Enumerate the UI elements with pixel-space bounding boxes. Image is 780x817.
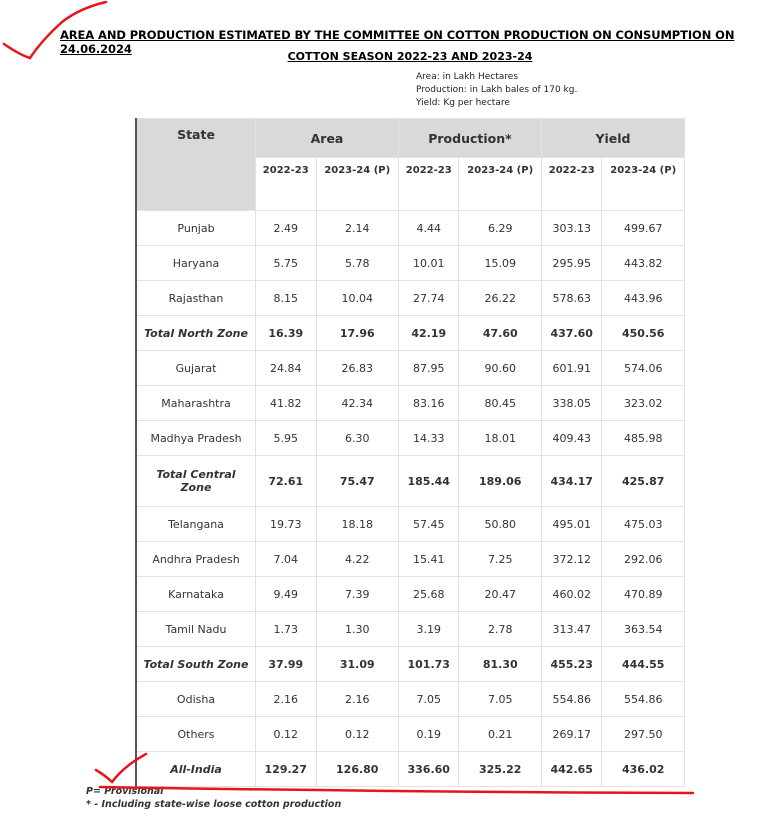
value-cell: 6.30 bbox=[316, 421, 398, 456]
value-cell: 27.74 bbox=[398, 281, 459, 316]
value-cell: 37.99 bbox=[256, 647, 317, 682]
value-cell: 601.91 bbox=[541, 351, 602, 386]
state-name-cell: Madhya Pradesh bbox=[136, 421, 256, 456]
units-yield: Yield: Kg per hectare bbox=[416, 98, 510, 108]
value-cell: 325.22 bbox=[459, 752, 541, 787]
value-cell: 16.39 bbox=[256, 316, 317, 351]
value-cell: 72.61 bbox=[256, 456, 317, 507]
value-cell: 18.18 bbox=[316, 507, 398, 542]
value-cell: 0.19 bbox=[398, 717, 459, 752]
state-name-cell: Others bbox=[136, 717, 256, 752]
value-cell: 15.41 bbox=[398, 542, 459, 577]
value-cell: 41.82 bbox=[256, 386, 317, 421]
value-cell: 5.78 bbox=[316, 246, 398, 281]
value-cell: 1.73 bbox=[256, 612, 317, 647]
value-cell: 295.95 bbox=[541, 246, 602, 281]
value-cell: 436.02 bbox=[602, 752, 685, 787]
value-cell: 495.01 bbox=[541, 507, 602, 542]
value-cell: 75.47 bbox=[316, 456, 398, 507]
value-cell: 2.16 bbox=[316, 682, 398, 717]
value-cell: 0.21 bbox=[459, 717, 541, 752]
state-name-cell: Total Central Zone bbox=[136, 456, 256, 507]
tick-mark-top bbox=[4, 2, 106, 58]
value-cell: 372.12 bbox=[541, 542, 602, 577]
value-cell: 25.68 bbox=[398, 577, 459, 612]
value-cell: 189.06 bbox=[459, 456, 541, 507]
tick-mark-bottom bbox=[96, 754, 146, 782]
value-cell: 7.25 bbox=[459, 542, 541, 577]
value-cell: 434.17 bbox=[541, 456, 602, 507]
value-cell: 313.47 bbox=[541, 612, 602, 647]
value-cell: 554.86 bbox=[602, 682, 685, 717]
value-cell: 90.60 bbox=[459, 351, 541, 386]
state-name-cell: Tamil Nadu bbox=[136, 612, 256, 647]
value-cell: 450.56 bbox=[602, 316, 685, 351]
value-cell: 10.01 bbox=[398, 246, 459, 281]
header-year-2023-24: 2023-24 (P) bbox=[602, 158, 685, 211]
value-cell: 129.27 bbox=[256, 752, 317, 787]
value-cell: 57.45 bbox=[398, 507, 459, 542]
value-cell: 26.22 bbox=[459, 281, 541, 316]
value-cell: 3.19 bbox=[398, 612, 459, 647]
value-cell: 409.43 bbox=[541, 421, 602, 456]
value-cell: 2.78 bbox=[459, 612, 541, 647]
state-name-cell: Gujarat bbox=[136, 351, 256, 386]
header-year-2023-24: 2023-24 (P) bbox=[459, 158, 541, 211]
header-state: State bbox=[136, 119, 256, 211]
value-cell: 574.06 bbox=[602, 351, 685, 386]
value-cell: 24.84 bbox=[256, 351, 317, 386]
state-name-cell: Karnataka bbox=[136, 577, 256, 612]
header-year-2023-24: 2023-24 (P) bbox=[316, 158, 398, 211]
value-cell: 444.55 bbox=[602, 647, 685, 682]
value-cell: 15.09 bbox=[459, 246, 541, 281]
value-cell: 14.33 bbox=[398, 421, 459, 456]
value-cell: 269.17 bbox=[541, 717, 602, 752]
header-year-2022-23: 2022-23 bbox=[398, 158, 459, 211]
value-cell: 10.04 bbox=[316, 281, 398, 316]
value-cell: 554.86 bbox=[541, 682, 602, 717]
state-name-cell: Maharashtra bbox=[136, 386, 256, 421]
value-cell: 17.96 bbox=[316, 316, 398, 351]
value-cell: 5.75 bbox=[256, 246, 317, 281]
value-cell: 47.60 bbox=[459, 316, 541, 351]
value-cell: 2.14 bbox=[316, 211, 398, 246]
value-cell: 336.60 bbox=[398, 752, 459, 787]
value-cell: 6.29 bbox=[459, 211, 541, 246]
header-area: Area bbox=[256, 119, 399, 158]
state-name-cell: All-India bbox=[136, 752, 256, 787]
report-title: AREA AND PRODUCTION ESTIMATED BY THE COMMITTEE ON COTTON PRODUCTION ON CONSUMPTION ON 24.06.2024 bbox=[60, 28, 735, 56]
value-cell: 470.89 bbox=[602, 577, 685, 612]
value-cell: 101.73 bbox=[398, 647, 459, 682]
value-cell: 50.80 bbox=[459, 507, 541, 542]
value-cell: 8.15 bbox=[256, 281, 317, 316]
value-cell: 292.06 bbox=[602, 542, 685, 577]
value-cell: 81.30 bbox=[459, 647, 541, 682]
value-cell: 26.83 bbox=[316, 351, 398, 386]
state-name-cell: Total South Zone bbox=[136, 647, 256, 682]
value-cell: 443.82 bbox=[602, 246, 685, 281]
value-cell: 7.04 bbox=[256, 542, 317, 577]
value-cell: 499.67 bbox=[602, 211, 685, 246]
value-cell: 363.54 bbox=[602, 612, 685, 647]
state-name-cell: Total North Zone bbox=[136, 316, 256, 351]
value-cell: 185.44 bbox=[398, 456, 459, 507]
value-cell: 9.49 bbox=[256, 577, 317, 612]
header-yield: Yield bbox=[541, 119, 684, 158]
state-name-cell: Rajasthan bbox=[136, 281, 256, 316]
value-cell: 7.05 bbox=[459, 682, 541, 717]
units-area: Area: in Lakh Hectares bbox=[416, 72, 519, 82]
report-subtitle: COTTON SEASON 2022-23 AND 2023-24 bbox=[287, 50, 533, 63]
value-cell: 87.95 bbox=[398, 351, 459, 386]
value-cell: 460.02 bbox=[541, 577, 602, 612]
value-cell: 2.16 bbox=[256, 682, 317, 717]
value-cell: 83.16 bbox=[398, 386, 459, 421]
value-cell: 5.95 bbox=[256, 421, 317, 456]
value-cell: 18.01 bbox=[459, 421, 541, 456]
state-name-cell: Telangana bbox=[136, 507, 256, 542]
value-cell: 297.50 bbox=[602, 717, 685, 752]
value-cell: 31.09 bbox=[316, 647, 398, 682]
state-name-cell: Punjab bbox=[136, 211, 256, 246]
value-cell: 0.12 bbox=[256, 717, 317, 752]
value-cell: 20.47 bbox=[459, 577, 541, 612]
header-year-2022-23: 2022-23 bbox=[256, 158, 317, 211]
value-cell: 455.23 bbox=[541, 647, 602, 682]
value-cell: 42.19 bbox=[398, 316, 459, 351]
value-cell: 4.22 bbox=[316, 542, 398, 577]
value-cell: 7.05 bbox=[398, 682, 459, 717]
value-cell: 338.05 bbox=[541, 386, 602, 421]
value-cell: 323.02 bbox=[602, 386, 685, 421]
state-name-cell: Andhra Pradesh bbox=[136, 542, 256, 577]
value-cell: 1.30 bbox=[316, 612, 398, 647]
value-cell: 42.34 bbox=[316, 386, 398, 421]
footnote-loose-cotton: * - Including state-wise loose cotton production bbox=[86, 799, 342, 810]
value-cell: 485.98 bbox=[602, 421, 685, 456]
value-cell: 4.44 bbox=[398, 211, 459, 246]
value-cell: 578.63 bbox=[541, 281, 602, 316]
value-cell: 2.49 bbox=[256, 211, 317, 246]
value-cell: 475.03 bbox=[602, 507, 685, 542]
footnote-provisional: P= Provisional bbox=[86, 786, 164, 797]
value-cell: 437.60 bbox=[541, 316, 602, 351]
state-name-cell: Haryana bbox=[136, 246, 256, 281]
value-cell: 126.80 bbox=[316, 752, 398, 787]
state-name-cell: Odisha bbox=[136, 682, 256, 717]
value-cell: 19.73 bbox=[256, 507, 317, 542]
header-production: Production* bbox=[398, 119, 541, 158]
value-cell: 303.13 bbox=[541, 211, 602, 246]
value-cell: 443.96 bbox=[602, 281, 685, 316]
value-cell: 80.45 bbox=[459, 386, 541, 421]
value-cell: 442.65 bbox=[541, 752, 602, 787]
value-cell: 7.39 bbox=[316, 577, 398, 612]
units-production: Production: in Lakh bales of 170 kg. bbox=[416, 85, 578, 95]
underline-mark bbox=[100, 787, 693, 793]
value-cell: 0.12 bbox=[316, 717, 398, 752]
value-cell: 425.87 bbox=[602, 456, 685, 507]
header-year-2022-23: 2022-23 bbox=[541, 158, 602, 211]
